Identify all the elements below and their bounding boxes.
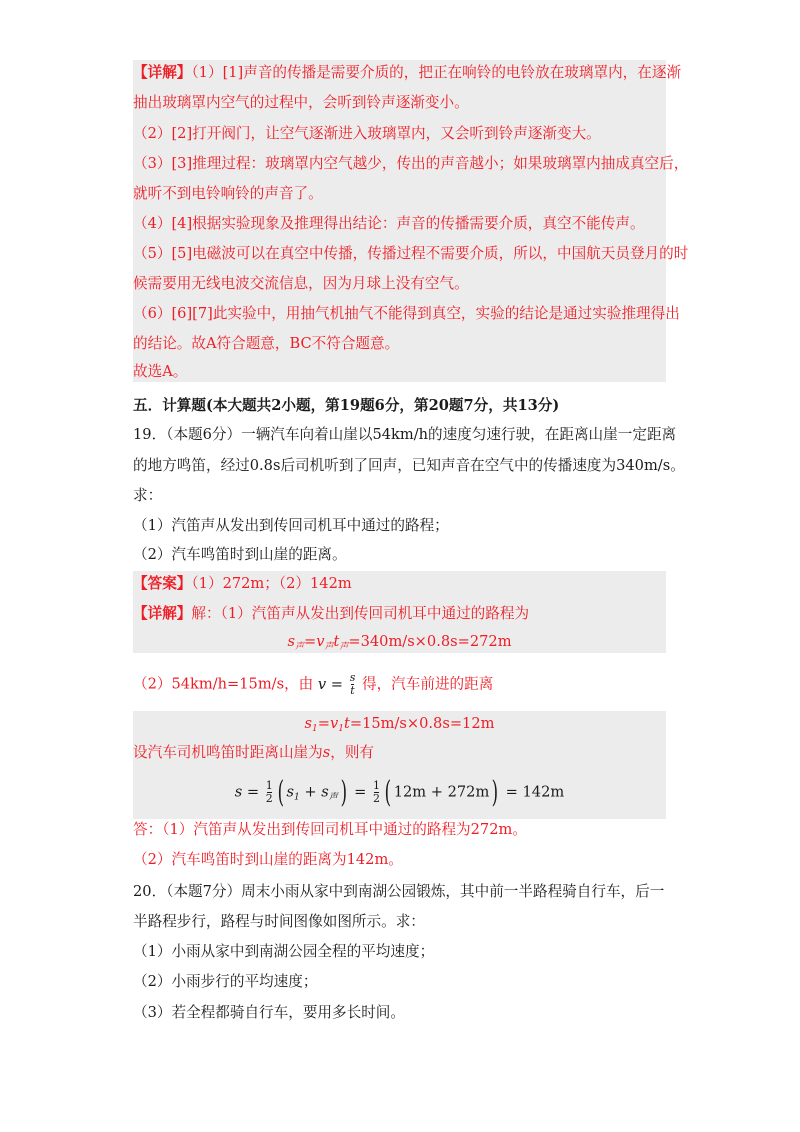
q19-explain-line — [133, 604, 529, 624]
half-fraction-2 — [373, 780, 380, 805]
q19-line-5: （2）汽车鸣笛时到山崖的距离。 — [133, 546, 347, 563]
left-paren-1: ( — [277, 775, 284, 810]
q19-equation-2 — [133, 714, 666, 739]
explanation-line-10: 的结论。故A符合题意，BC不符合题意。 — [133, 335, 400, 352]
q19-part2-line — [133, 672, 493, 697]
velocity-formula — [317, 671, 362, 697]
right-paren-2: ) — [491, 775, 499, 810]
explanation-label: 【详解】 — [133, 64, 192, 81]
answer-label: 【答案】 — [133, 575, 192, 592]
eq1-sub3: 声 — [339, 642, 349, 652]
q19-final-answers — [133, 820, 666, 880]
eq2-rest: =15m/s×0.8s=12m — [349, 715, 495, 732]
q19-part2-box — [133, 662, 666, 702]
s-over-t-fraction — [350, 672, 356, 697]
q20-line-2: 半路程步行，路程与时间图像如图所示。求： — [133, 913, 425, 930]
half-den-1: 2 — [265, 792, 273, 805]
q19-line-4: （1）汽笛声从发出到传回司机耳中通过的路程； — [133, 517, 449, 534]
q19-final-answer-2: （2）汽车鸣笛时到山崖的距离为142m。 — [133, 851, 403, 868]
half-num-1: 1 — [265, 779, 273, 792]
eq3-equals: = — [349, 783, 367, 801]
eq3-result: = 142m — [501, 783, 565, 801]
v-equals: v = — [317, 675, 344, 693]
q19-answer-line — [133, 574, 352, 594]
explain-label: 【详解】 — [133, 605, 192, 622]
eq1-t: t — [333, 633, 340, 650]
explanation-line-8: 候需要用无线电波交流信息，因为月球上没有空气。 — [133, 275, 469, 292]
eq2-v: =v — [317, 715, 339, 732]
let-text: 设汽车司机鸣笛时距离山崖为 — [133, 744, 323, 761]
explanation-line-3: （2）[2]打开阀门，让空气逐渐进入玻璃罩内，又会听到铃声逐渐变大。 — [133, 125, 601, 142]
explanation-line-1 — [133, 63, 681, 83]
eq3-lhs: s = — [234, 783, 260, 801]
eq1-sub2: 声 — [324, 642, 334, 652]
q19-equation-1 — [133, 632, 666, 657]
eq1-rest: =340m/s×0.8s=272m — [348, 633, 512, 650]
left-paren-2: ( — [384, 775, 392, 810]
q19-line-1: 19．（本题6分）一辆汽车向着山崖以54km/h的速度匀速行驶，在距离山崖一定距离 — [133, 426, 677, 443]
eq3-plus-s: + s — [299, 783, 329, 801]
explanation-text: （1）[1]声音的传播是需要介质的，把正在响铃的电铃放在玻璃罩内，在逐渐 — [191, 64, 682, 81]
q19-equation-3 — [133, 775, 666, 810]
part2-text-b: 得，汽车前进的距离 — [361, 675, 494, 693]
eq3-s1-sub: 1 — [293, 792, 300, 803]
part2-text-a: （2）54km/h=15m/s，由 — [133, 675, 314, 693]
eq2-t: t — [343, 715, 350, 732]
explanation-box — [133, 60, 689, 382]
explanation-line-5: 就听不到电铃响铃的声音了。 — [133, 185, 323, 202]
eq3-s-sub: 声 — [328, 792, 338, 803]
half-den-2: 2 — [372, 792, 380, 805]
explanation-line-11: 故选A。 — [133, 363, 188, 380]
eq3-sum: 12m + 272m — [393, 783, 490, 801]
let-tail: ，则有 — [330, 744, 375, 761]
question-20 — [133, 882, 666, 1032]
explain-text: 解：（1）汽笛声从发出到传回司机耳中通过的路程为 — [191, 605, 530, 622]
half-num-2: 1 — [372, 779, 380, 792]
eq2-s: s — [304, 715, 313, 732]
eq1-sub1: 声 — [294, 642, 304, 652]
q19-final-answer-1: 答：（1）汽笛声从发出到传回司机耳中通过的路程为272m。 — [133, 821, 527, 838]
explanation-line-2: 抽出玻璃罩内空气的过程中，会听到铃声逐渐变小。 — [133, 94, 469, 111]
q20-line-3: （1）小雨从家中到南湖公园全程的平均速度； — [133, 943, 435, 960]
eq1-v: =v — [303, 633, 325, 650]
q20-line-5: （3）若全程都骑自行车，要用多长时间。 — [133, 1004, 405, 1021]
explanation-line-4: （3）[3]推理过程：玻璃罩内空气越少，传出的声音越小；如果玻璃罩内抽成真空后， — [133, 155, 689, 172]
section-heading-box — [133, 395, 666, 417]
explanation-line-9: （6）[6][7]此实验中，用抽气机抽气不能得到真空，实验的结论是通过实验推理得出 — [133, 305, 680, 322]
eq2-sub: 1 — [312, 724, 318, 734]
q19-let-line — [133, 743, 374, 763]
right-paren-1: ) — [340, 775, 347, 810]
eq1-s: s — [287, 633, 295, 650]
q19-equation-box — [133, 711, 666, 819]
q19-line-3: 求： — [133, 487, 163, 504]
frac-num: s — [349, 671, 356, 684]
section-heading: 五．计算题(本大题共2小题，第19题6分，第20题7分，共13分) — [133, 397, 560, 414]
let-var: s — [322, 744, 331, 761]
frac-den: t — [350, 684, 355, 697]
q19-line-2: 的地方鸣笛，经过0.8s后司机听到了回声，已知声音在空气中的传播速度为340m/s。 — [133, 457, 685, 474]
explanation-line-7: （5）[5]电磁波可以在真空中传播，传播过程不需要介质，所以，中国航天员登月的时 — [133, 245, 689, 262]
answer-text: （1）272m；（2）142m — [191, 575, 352, 592]
q20-line-4: （2）小雨步行的平均速度； — [133, 973, 318, 990]
explanation-line-6: （4）[4]根据实验现象及推理得出结论：声音的传播需要介质，真空不能传声。 — [133, 215, 645, 232]
question-19 — [133, 425, 685, 565]
eq2-sub2: 1 — [338, 724, 344, 734]
half-fraction-1 — [266, 780, 273, 805]
eq3-s1: s — [286, 783, 294, 801]
q19-answer-box — [133, 571, 666, 653]
q20-line-1: 20．（本题7分）周末小雨从家中到南湖公园锻炼，其中前一半路程骑自行车，后一 — [133, 883, 665, 900]
